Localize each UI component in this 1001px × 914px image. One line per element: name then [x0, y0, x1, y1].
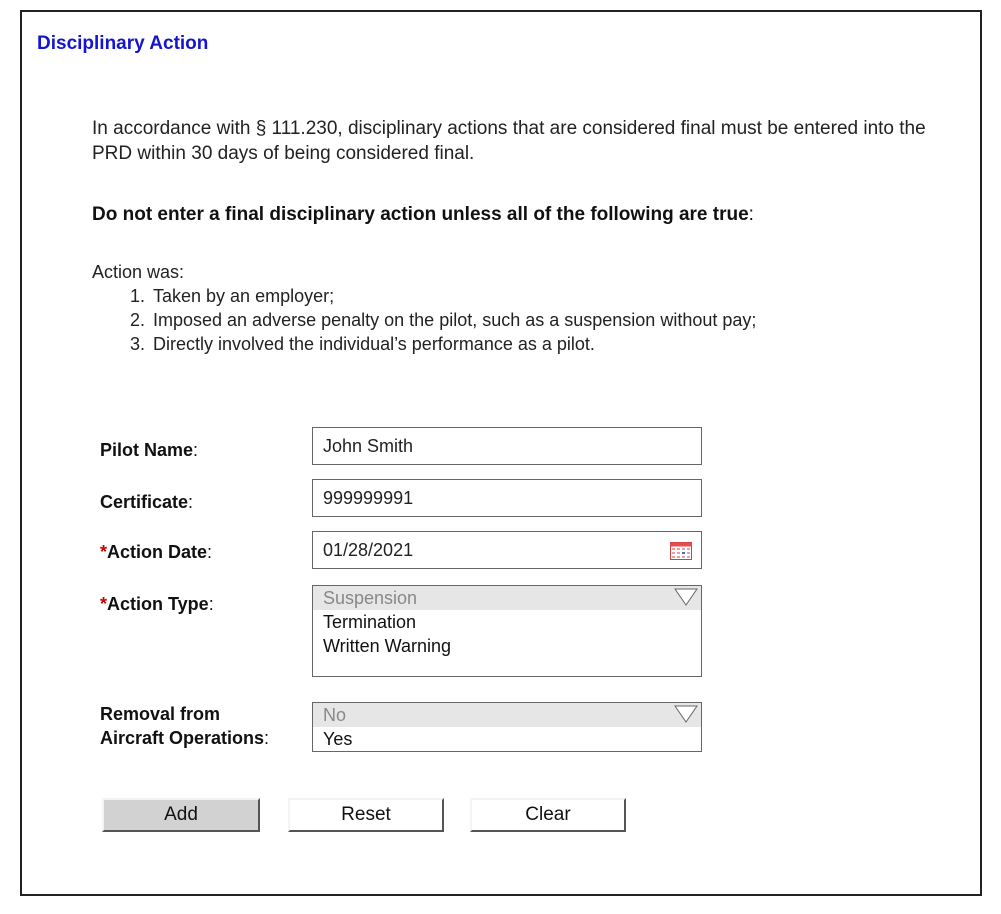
- action-type-option[interactable]: Termination: [323, 612, 417, 632]
- add-button[interactable]: Add: [102, 798, 260, 832]
- action-type-label: [100, 594, 214, 615]
- action-date-label-text: Action Date: [107, 542, 208, 562]
- removal-option[interactable]: Yes: [323, 729, 353, 749]
- action-type-option[interactable]: Written Warning: [323, 636, 452, 656]
- action-date-input[interactable]: [312, 531, 702, 569]
- warning-text: [92, 204, 754, 226]
- calendar-icon[interactable]: [670, 542, 692, 560]
- label-colon: :: [193, 440, 199, 460]
- option-label: Suspension: [323, 588, 418, 608]
- required-asterisk: *: [100, 542, 108, 562]
- action-type-option-selected[interactable]: [313, 586, 701, 610]
- reset-button[interactable]: Reset: [288, 798, 444, 832]
- certificate-input[interactable]: [312, 479, 702, 517]
- action-type-listbox[interactable]: [312, 585, 702, 677]
- action-date-label: [100, 542, 212, 563]
- action-type-label-text: Action Type: [107, 594, 209, 614]
- pilot-name-input[interactable]: [312, 427, 702, 465]
- removal-label: [100, 702, 269, 750]
- pilot-name-label-text: Pilot Name: [100, 440, 194, 460]
- chevron-down-icon[interactable]: [673, 587, 699, 607]
- action-criteria: [92, 260, 756, 356]
- criteria-item: 3. Directly involved the individual’s performance as a pilot.: [150, 332, 756, 356]
- warning-colon: :: [748, 204, 754, 225]
- label-colon: :: [264, 728, 270, 748]
- removal-label-line1: Removal from: [100, 704, 221, 724]
- page-title: Disciplinary Action: [37, 33, 209, 54]
- clear-button[interactable]: Clear: [470, 798, 626, 832]
- required-asterisk: *: [100, 594, 108, 614]
- intro-text: In accordance with § 111.230, disciplinary actions that are considered final must be entered into the PRD within 30 days of being considered final.: [92, 118, 926, 164]
- chevron-down-icon[interactable]: [673, 704, 699, 724]
- label-colon: :: [207, 542, 213, 562]
- certificate-label: [100, 492, 193, 513]
- pilot-name-label: [100, 440, 198, 461]
- option-label: No: [323, 705, 347, 725]
- label-colon: :: [208, 594, 214, 614]
- label-colon: :: [188, 492, 194, 512]
- disciplinary-action-panel: [20, 10, 982, 896]
- criteria-item: 2. Imposed an adverse penalty on the pilot, such as a suspension without pay;: [150, 308, 756, 332]
- removal-option-selected[interactable]: [313, 703, 701, 727]
- warning-bold: Do not enter a final disciplinary action unless all of the following are true: [92, 204, 749, 225]
- criteria-list: [92, 284, 756, 356]
- removal-listbox[interactable]: [312, 702, 702, 752]
- removal-label-line2: Aircraft Operations: [100, 728, 265, 748]
- action-was-heading: Action was:: [92, 262, 185, 282]
- certificate-label-text: Certificate: [100, 492, 189, 512]
- criteria-item: 1. Taken by an employer;: [150, 284, 756, 308]
